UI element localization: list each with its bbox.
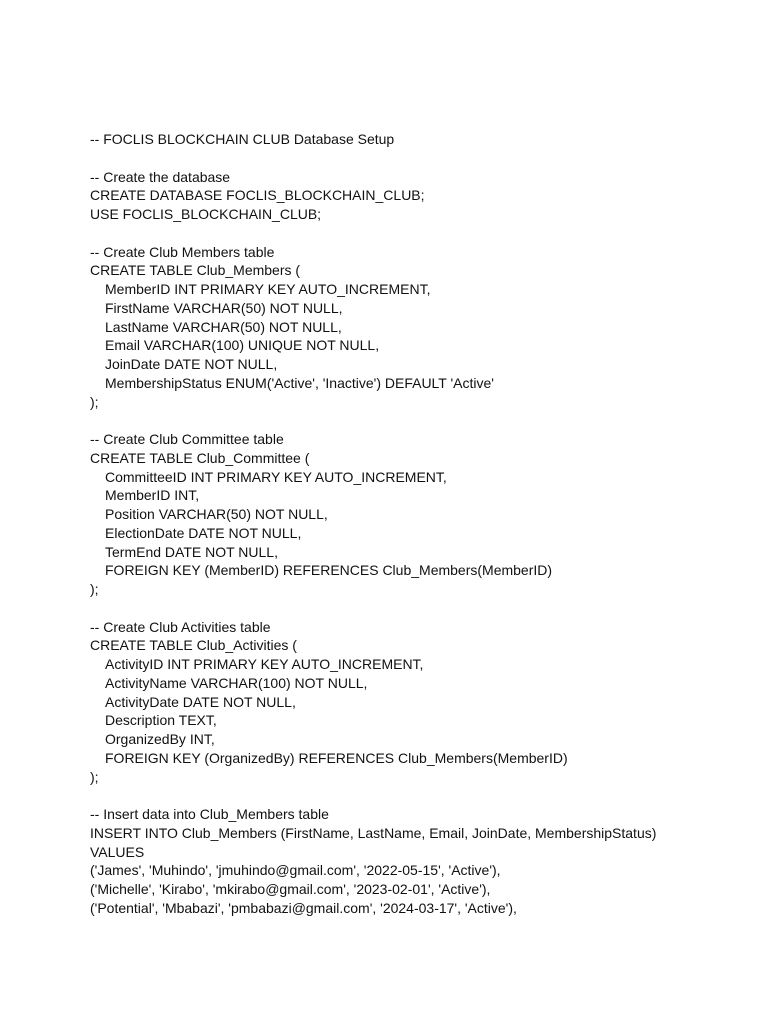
code-line: CREATE TABLE Club_Activities ( [90,637,297,654]
comment-line: -- Create Club Members table [90,243,275,260]
comment-line: -- FOCLIS BLOCKCHAIN CLUB Database Setup [90,131,395,147]
code-line: ActivityName VARCHAR(100) NOT NULL, [105,674,368,691]
code-line: CREATE TABLE Club_Members ( [90,262,301,279]
code-line: MembershipStatus ENUM('Active', 'Inactive') DEFAULT 'Active' [105,374,494,391]
code-line: VALUES [90,843,145,860]
blank-line [90,411,730,430]
code-line: ); [90,581,99,597]
code-line: LastName VARCHAR(50) NOT NULL, [105,318,342,335]
code-line: ); [90,393,99,410]
code-line: INSERT INTO Club_Members (FirstName, LastName, Email, JoinDate, MembershipStatus) [90,824,657,841]
code-line: Position VARCHAR(50) NOT NULL, [105,506,328,522]
code-line: MemberID INT PRIMARY KEY AUTO_INCREMENT, [105,281,431,297]
code-line: FOREIGN KEY (MemberID) REFERENCES Club_Members(MemberID) [105,562,553,579]
blank-line [90,224,730,243]
comment-line: -- Create Club Activities table [90,618,271,635]
code-line: ('Michelle', 'Kirabo', 'mkirabo@gmail.com', '2023-02-01', 'Active'), [90,881,491,897]
code-line: FirstName VARCHAR(50) NOT NULL, [105,299,343,316]
code-line: ActivityDate DATE NOT NULL, [105,693,296,710]
code-line: CREATE TABLE Club_Committee ( [90,449,310,466]
code-line: CommitteeID INT PRIMARY KEY AUTO_INCREMENT, [105,468,447,485]
code-line: USE FOCLIS_BLOCKCHAIN_CLUB; [90,206,322,222]
blank-line [90,599,730,618]
code-line: OrganizedBy INT, [105,731,215,747]
blank-line [90,149,730,168]
comment-line: -- Create the database [90,168,231,185]
blank-line [90,786,730,805]
code-line: ElectionDate DATE NOT NULL, [105,524,302,541]
code-line: ActivityID INT PRIMARY KEY AUTO_INCREMENT, [105,656,424,672]
code-line: ('Potential', 'Mbabazi', 'pmbabazi@gmail.com', '2024-03-17', 'Active'), [90,899,517,916]
code-line: FOREIGN KEY (OrganizedBy) REFERENCES Club_Members(MemberID) [105,749,568,766]
document-body [90,130,730,918]
comment-line: -- Create Club Committee table [90,431,284,447]
code-line: Description TEXT, [105,712,217,729]
code-line: ); [90,768,99,785]
code-line: ('James', 'Muhindo', 'jmuhindo@gmail.com', '2022-05-15', 'Active'), [90,862,501,879]
code-line: TermEnd DATE NOT NULL, [105,543,278,560]
code-line: MemberID INT, [105,487,200,504]
code-line: JoinDate DATE NOT NULL, [105,356,278,372]
code-line: Email VARCHAR(100) UNIQUE NOT NULL, [105,337,380,354]
comment-line: -- Insert data into Club_Members table [90,806,329,822]
code-line: CREATE DATABASE FOCLIS_BLOCKCHAIN_CLUB; [90,187,425,204]
